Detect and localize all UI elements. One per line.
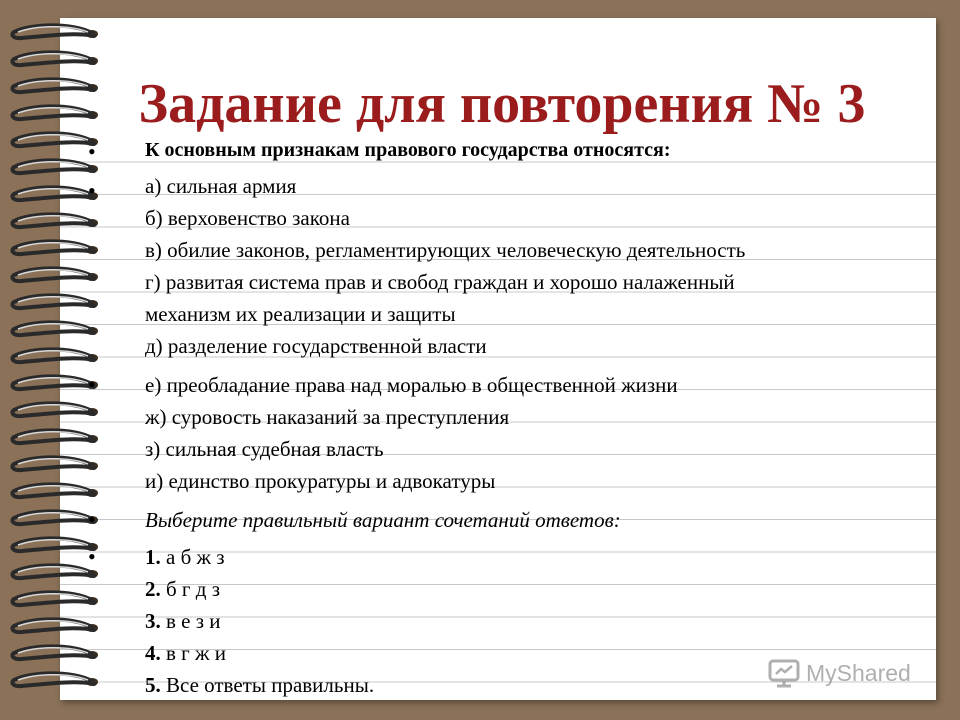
answer-number: 1. (145, 545, 161, 569)
answer-text: в г ж и (160, 641, 227, 665)
option-line: е) преобладание права над моралью в общественной жизни (145, 373, 678, 397)
spiral-ring (12, 457, 98, 470)
spiral-ring (12, 538, 98, 551)
spiral-ring (12, 268, 98, 281)
answer-line (145, 639, 226, 667)
spiral-ring (12, 565, 98, 578)
projector-screen-icon (768, 658, 800, 688)
option-line: механизм их реализации и защиты (145, 302, 456, 326)
answer-number: 5. (145, 673, 161, 697)
spiral-ring (12, 430, 98, 443)
question-text: К основным признакам правового государства относятся: (145, 139, 671, 161)
answer-line (145, 575, 220, 603)
option-line: ж) суровость наказаний за преступления (145, 405, 510, 429)
answer-text: а б ж з (160, 545, 225, 569)
spiral-ring (12, 511, 98, 524)
spiral-ring (12, 214, 98, 227)
option-line: в) обилие законов, регламентирующих человеческую деятельность (145, 238, 746, 262)
answer-number: 2. (145, 577, 161, 601)
bullet-icon: • (88, 139, 96, 164)
answer-number: 4. (145, 641, 161, 665)
spiral-ring (12, 592, 98, 605)
answer-text: Все ответы правильны. (160, 673, 375, 697)
option-line: з) сильная судебная власть (145, 437, 384, 461)
answer-text: б г д з (160, 577, 221, 601)
answer-text: в е з и (160, 609, 221, 633)
watermark-text: MyShared (806, 659, 911, 686)
answer-line (145, 607, 221, 635)
option-line: и) единство прокуратуры и адвокатуры (145, 469, 496, 493)
option-line: д) разделение государственной власти (145, 334, 487, 358)
answer-line (145, 671, 374, 699)
spiral-ring (12, 376, 98, 389)
spiral-ring (12, 673, 98, 686)
bullet-icon: • (88, 544, 96, 569)
spiral-ring (12, 187, 98, 200)
watermark (768, 658, 911, 688)
answer-number: 3. (145, 609, 161, 633)
spiral-ring (12, 349, 98, 362)
option-line: г) развитая система прав и свобод граждан и хорошо налаженный (145, 270, 735, 294)
spiral-ring (12, 295, 98, 308)
spiral-ring (12, 52, 98, 65)
slide-title: Задание для повторения № 3 (138, 73, 866, 135)
bullet-icon: • (88, 178, 96, 203)
option-line: а) сильная армия (145, 174, 297, 198)
spiral-ring (12, 322, 98, 335)
spiral-ring (12, 484, 98, 497)
answer-line (145, 543, 225, 571)
spiral-ring (12, 403, 98, 416)
spiral-ring (12, 619, 98, 632)
bullet-icon: • (88, 507, 96, 532)
spiral-ring (12, 160, 98, 173)
spiral-ring (12, 25, 98, 38)
spiral-ring (12, 241, 98, 254)
bullet-icon: • (88, 372, 96, 397)
option-line: б) верховенство закона (145, 206, 350, 230)
spiral-ring (12, 646, 98, 659)
instruction-text: Выберите правильный вариант сочетаний ответов: (145, 508, 621, 532)
